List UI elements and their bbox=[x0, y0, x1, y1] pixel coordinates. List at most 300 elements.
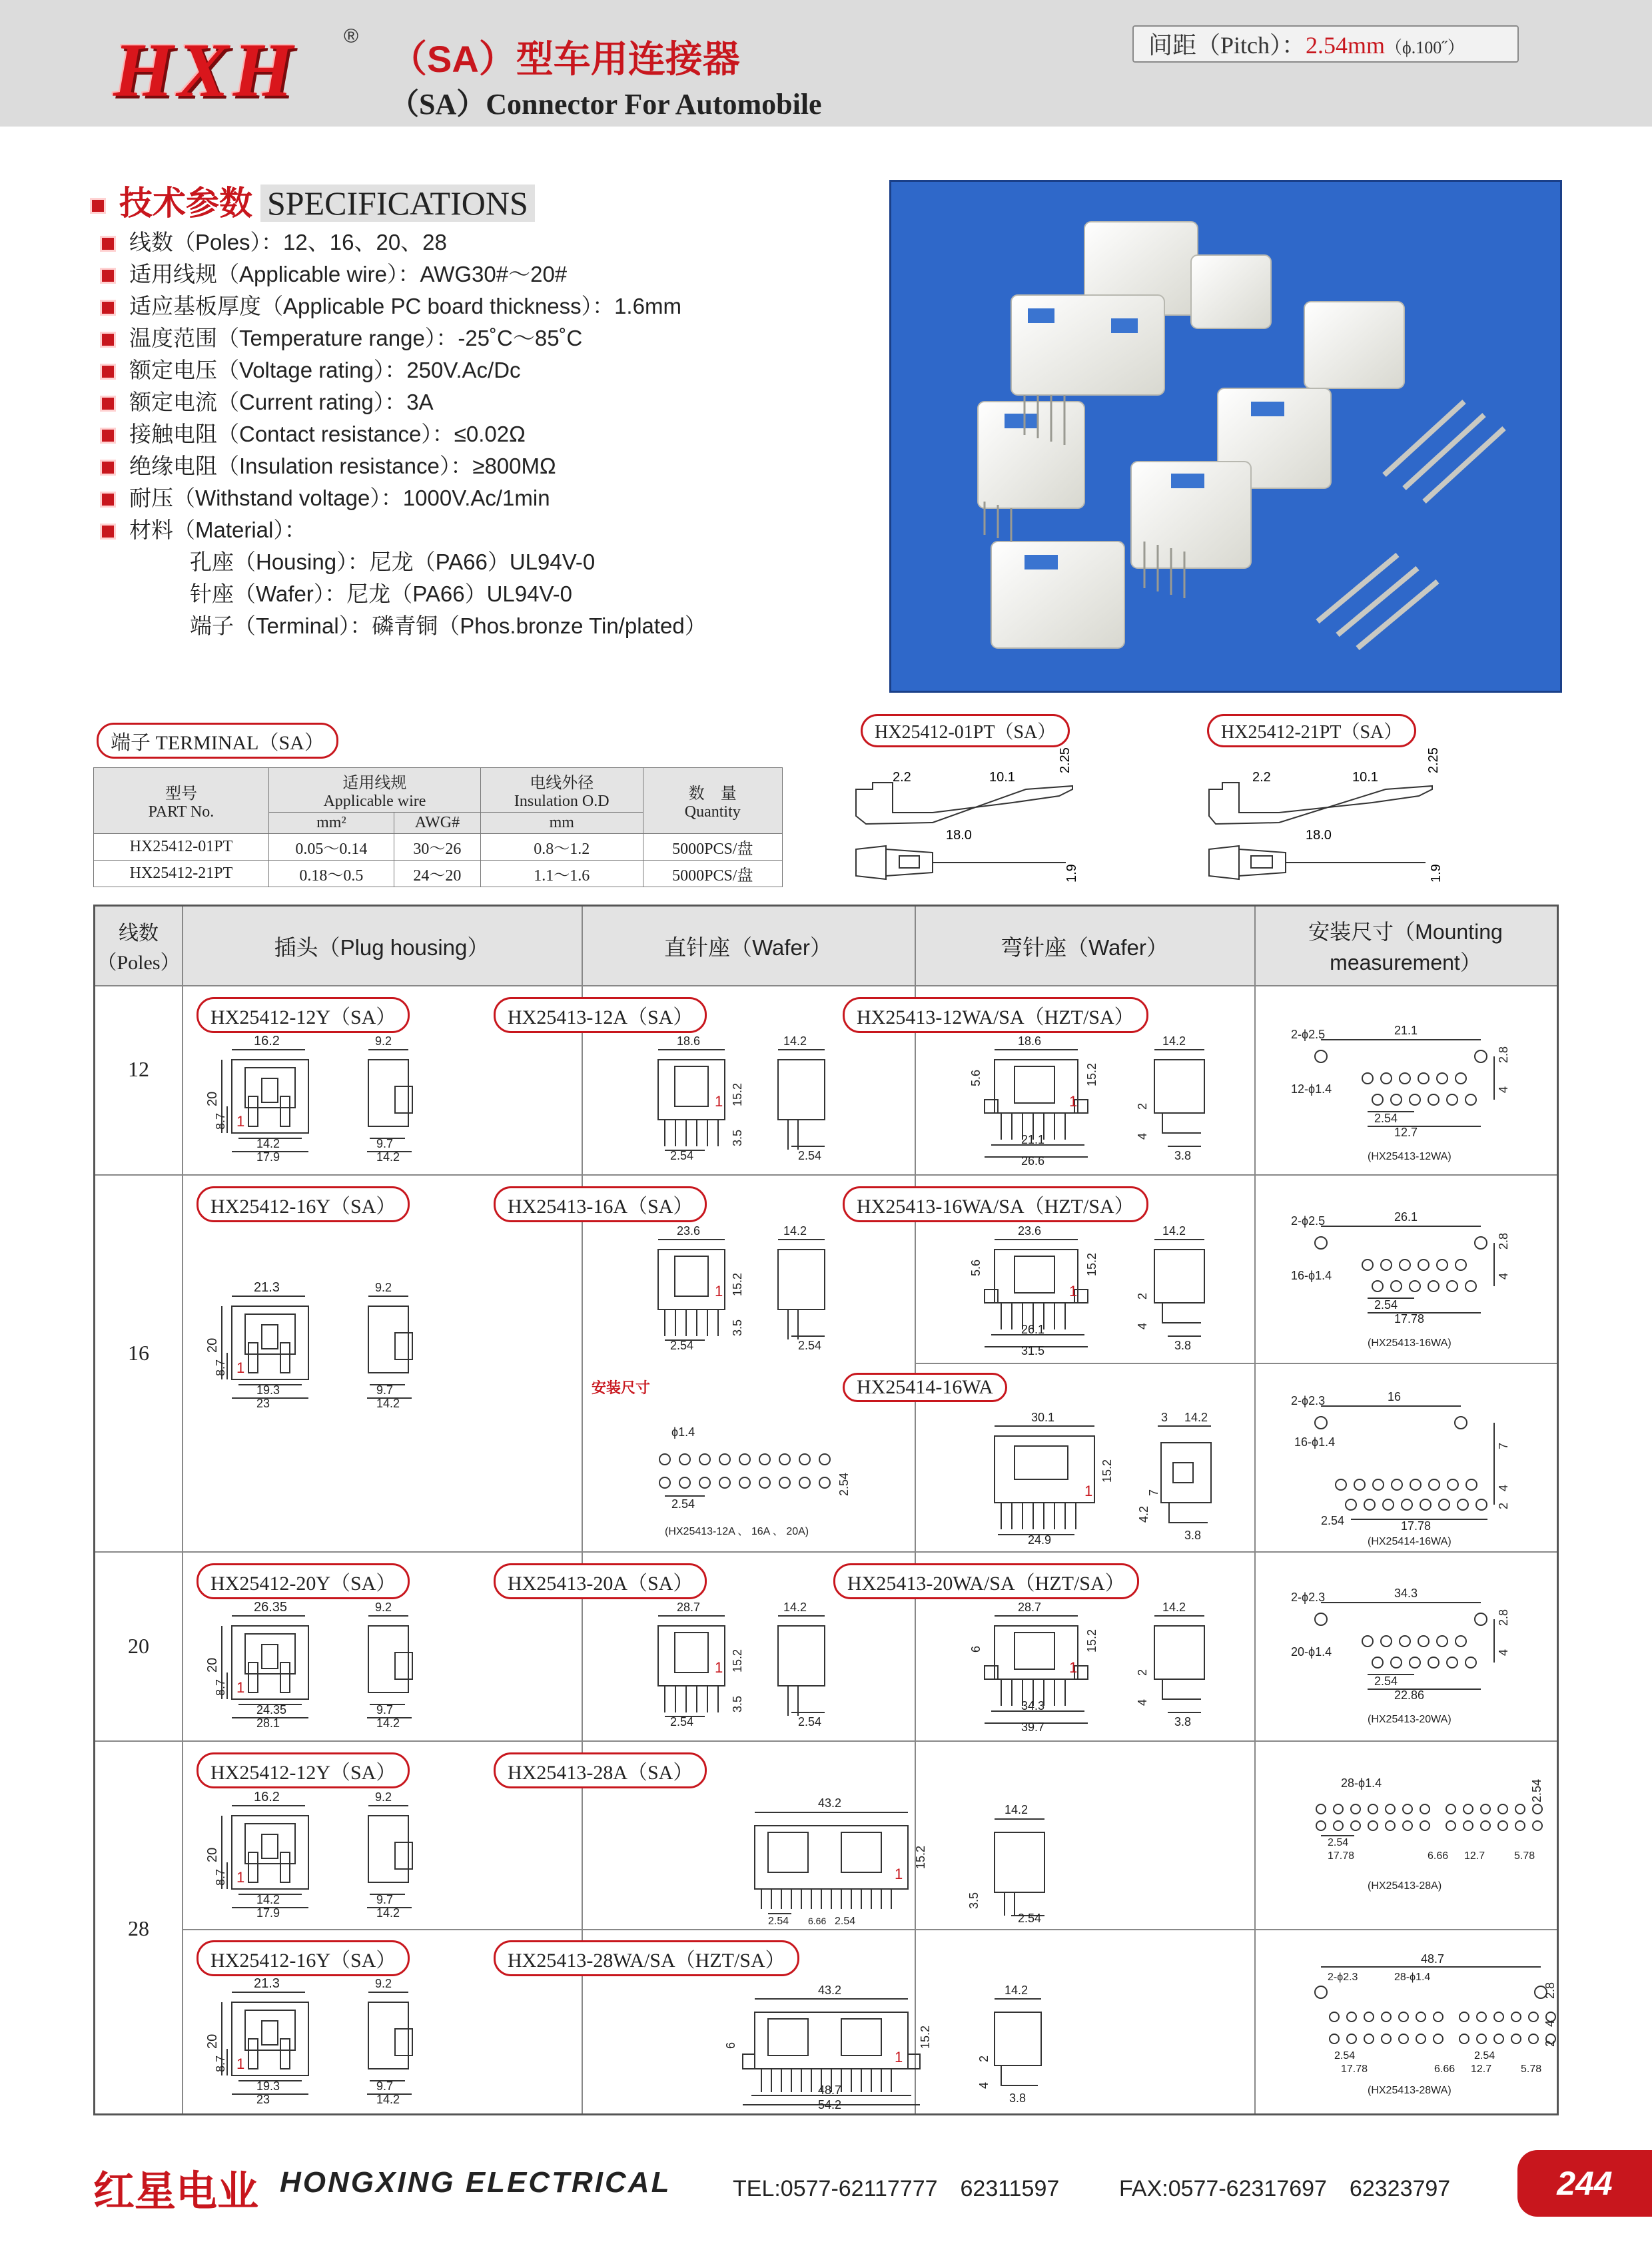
dim-label: 54.2 bbox=[818, 2098, 842, 2111]
drawing-outline bbox=[1015, 1446, 1068, 1479]
drawing-outline bbox=[368, 1306, 408, 1373]
hole-mark bbox=[799, 1454, 810, 1465]
hole-mark bbox=[1475, 1237, 1487, 1249]
drawing-outline bbox=[778, 1250, 825, 1309]
dim-label: 4 bbox=[1136, 1132, 1149, 1140]
hole-mark bbox=[1463, 1804, 1473, 1814]
dim-label: 3.5 bbox=[731, 1129, 744, 1146]
drawing-outline bbox=[395, 2029, 412, 2055]
dim-label: 9.2 bbox=[375, 1601, 392, 1614]
part-tag: HX25413-12WA/SA（HZT/SA） bbox=[843, 997, 1148, 1033]
pin-one-mark: 1 bbox=[715, 1659, 723, 1676]
hole-mark bbox=[1402, 1499, 1412, 1510]
part-tag: HX25413-28A（SA） bbox=[494, 1752, 707, 1788]
material-item: 针座（Wafer）：尼龙（PA66）UL94V-0 bbox=[190, 581, 572, 606]
dim-text: 2.25 bbox=[1426, 747, 1441, 773]
header-straight: 直针座（Wafer） bbox=[664, 934, 832, 960]
dim-label: 7 bbox=[1147, 1489, 1160, 1496]
dim-label: 4 bbox=[977, 2081, 991, 2089]
hole-mark bbox=[1459, 2034, 1469, 2044]
hole-mark bbox=[1392, 1479, 1402, 1490]
straight-wafer-drawing-20 bbox=[592, 1599, 905, 1732]
part-tag: HX25414-16WA bbox=[843, 1373, 1007, 1402]
drawing-outline bbox=[280, 1852, 290, 1882]
hole-mark bbox=[759, 1477, 770, 1488]
dim-label: 2.8 bbox=[1497, 1046, 1510, 1063]
divider bbox=[582, 1929, 1557, 1930]
spec-heading bbox=[90, 177, 535, 224]
hole-mark bbox=[1381, 1636, 1392, 1647]
pin-one-mark: 1 bbox=[236, 1113, 245, 1130]
bent-wafer-drawing-16b bbox=[921, 1409, 1248, 1546]
dim-label: 2.54 bbox=[837, 1472, 851, 1496]
divider bbox=[95, 1174, 1557, 1176]
dim-label: 17.9 bbox=[256, 1906, 280, 1920]
dim-label: 17.78 bbox=[1341, 2063, 1368, 2075]
hole-mark bbox=[1420, 1499, 1431, 1510]
hole-mark bbox=[1463, 1821, 1473, 1830]
hole-mark bbox=[1428, 1281, 1439, 1292]
hole-mark bbox=[1447, 1094, 1457, 1105]
hole-mark bbox=[1347, 2012, 1356, 2022]
part-tag: HX25412-12Y（SA） bbox=[197, 997, 410, 1033]
drawing-outline bbox=[395, 1086, 412, 1113]
hole-mark bbox=[739, 1454, 750, 1465]
drawing-outline bbox=[248, 1852, 258, 1882]
dim-label: 9.7 bbox=[376, 1383, 394, 1397]
hole-mark bbox=[1437, 1260, 1447, 1270]
mount-drawing-12 bbox=[1261, 1000, 1554, 1170]
drawing-outline bbox=[262, 2021, 278, 2045]
dim-label: 14.2 bbox=[1005, 1984, 1029, 1997]
hole-mark bbox=[1459, 2012, 1469, 2022]
pin-one-mark: 1 bbox=[715, 1283, 723, 1300]
dim-label: 2.54 bbox=[1328, 1837, 1349, 1848]
hole-mark bbox=[1347, 2034, 1356, 2044]
dim-label: 9.2 bbox=[375, 1281, 392, 1294]
drawing-outline bbox=[675, 1256, 708, 1296]
drawing-outline bbox=[768, 1832, 808, 1872]
dim-label: 20 bbox=[205, 1337, 220, 1353]
brand-logo: HXH bbox=[113, 28, 297, 113]
hole-mark bbox=[699, 1477, 710, 1488]
hole-mark bbox=[1364, 2034, 1374, 2044]
dim-label: 14.2 bbox=[1162, 1034, 1186, 1048]
dim-label: 12-ϕ1.4 bbox=[1291, 1082, 1332, 1096]
dim-label: 5.78 bbox=[1514, 1850, 1535, 1862]
dim-label: 3 bbox=[1161, 1411, 1168, 1424]
hole-mark bbox=[1391, 1281, 1402, 1292]
spec-item: 温度范围（Temperature range）：-25˚C～85˚C bbox=[100, 322, 707, 354]
mount-drawing-28b bbox=[1261, 1940, 1557, 2110]
hole-mark bbox=[1354, 1479, 1365, 1490]
dim-label: 28-ϕ1.4 bbox=[1341, 1776, 1382, 1790]
drawing-outline bbox=[395, 1842, 412, 1869]
straight-wafer-drawing-28 bbox=[668, 1786, 1241, 1927]
dim-label: 2 bbox=[1136, 1669, 1149, 1676]
dim-label: 2.54 bbox=[1374, 1112, 1398, 1125]
hole-mark bbox=[1315, 1050, 1327, 1062]
hole-mark bbox=[1511, 2012, 1521, 2022]
hole-mark bbox=[1391, 1657, 1402, 1668]
dim-label: 43.2 bbox=[818, 1984, 842, 1997]
poles-16: 16 bbox=[128, 1341, 149, 1365]
dim-label: 14.2 bbox=[376, 1906, 400, 1920]
dim-label: 8.7 bbox=[214, 2055, 227, 2072]
bullet-icon bbox=[100, 300, 116, 316]
dim-label: (HX25413-28A) bbox=[1368, 1880, 1442, 1892]
dim-label: 2.54 bbox=[798, 1149, 822, 1162]
dim-label: 2.54 bbox=[835, 1916, 856, 1927]
hole-mark bbox=[1372, 1657, 1383, 1668]
dim-label: 16.2 bbox=[254, 1790, 280, 1804]
terminal-21pt-drawing bbox=[1199, 749, 1452, 896]
dim-label: 4 bbox=[1497, 1086, 1510, 1093]
dim-label: 15.2 bbox=[731, 1272, 744, 1296]
drawing-outline bbox=[743, 2054, 755, 2069]
hole-mark bbox=[1368, 1804, 1378, 1814]
table-row: HX25412-01PT 0.05～0.14 30～26 0.8～1.2 5000PCS/盘 bbox=[94, 834, 783, 861]
hole-mark bbox=[1400, 1073, 1410, 1084]
spec-item: 材料（Material）： bbox=[100, 514, 707, 546]
dim-label: 2 bbox=[977, 2055, 991, 2062]
part-tag: HX25412-16Y（SA） bbox=[197, 1186, 410, 1222]
divider bbox=[95, 985, 1557, 986]
drawing-outline bbox=[1154, 1250, 1204, 1303]
dim-label: 31.5 bbox=[1021, 1344, 1045, 1357]
dim-label: 15.2 bbox=[1085, 1252, 1098, 1276]
dim-label: 17.9 bbox=[256, 1150, 280, 1164]
hole-mark bbox=[1362, 1073, 1373, 1084]
dim-text: 10.1 bbox=[989, 770, 1015, 785]
hole-mark bbox=[1334, 1804, 1343, 1814]
drawing-outline bbox=[1154, 1060, 1204, 1113]
drawing-outline bbox=[280, 1096, 290, 1126]
dim-label: 6 bbox=[969, 1645, 983, 1653]
dim-label: 4 bbox=[1543, 2020, 1557, 2027]
hole-mark bbox=[1399, 2012, 1408, 2022]
dim-label: 3.8 bbox=[1174, 1149, 1192, 1162]
drawing-outline bbox=[658, 1060, 725, 1120]
dim-label: 14.2 bbox=[783, 1034, 807, 1048]
hole-mark bbox=[1315, 1237, 1327, 1249]
dim-label: 3.8 bbox=[1009, 2091, 1027, 2105]
dim-label: 14.2 bbox=[783, 1601, 807, 1614]
hole-mark bbox=[1381, 1260, 1392, 1270]
col-qty: 数 量 Quantity bbox=[643, 768, 782, 834]
pin-one-mark: 1 bbox=[236, 1359, 245, 1376]
dim-label: 15.2 bbox=[919, 2025, 932, 2049]
drawing-outline bbox=[280, 1343, 290, 1373]
dim-label: 23.6 bbox=[1018, 1224, 1042, 1238]
hole-mark bbox=[1420, 1804, 1430, 1814]
dim-label: 18.6 bbox=[677, 1034, 701, 1048]
hole-mark bbox=[1494, 2034, 1503, 2044]
hole-mark bbox=[819, 1454, 830, 1465]
dim-label: 20 bbox=[205, 2034, 220, 2049]
dim-label: 2 bbox=[1136, 1292, 1149, 1300]
hole-mark bbox=[1372, 1281, 1383, 1292]
dim-label: 15.2 bbox=[731, 1082, 744, 1106]
dim-label: 20-ϕ1.4 bbox=[1291, 1645, 1332, 1659]
bullet-icon bbox=[100, 460, 116, 476]
part-tag: HX25412-20Y（SA） bbox=[197, 1563, 410, 1599]
hole-mark bbox=[1410, 1281, 1420, 1292]
dim-label: 14.2 bbox=[1162, 1224, 1186, 1238]
dim-label: 2.54 bbox=[670, 1339, 694, 1352]
bent-wafer-drawing-12 bbox=[921, 1033, 1248, 1166]
hole-mark bbox=[1465, 1094, 1476, 1105]
install-note: 安装尺寸 bbox=[592, 1379, 651, 1396]
hole-mark bbox=[679, 1477, 690, 1488]
plug-drawing-16 bbox=[195, 1280, 568, 1413]
dim-label: 20 bbox=[205, 1091, 220, 1106]
drawing-outline bbox=[908, 2054, 920, 2069]
part-tag: HX25413-16A（SA） bbox=[494, 1186, 707, 1222]
drawing-outline bbox=[778, 1060, 825, 1120]
hole-mark bbox=[1315, 1613, 1327, 1625]
spec-item: 额定电压（Voltage rating）：250V.Ac/Dc bbox=[100, 354, 707, 386]
poles-20: 20 bbox=[128, 1634, 149, 1658]
dim-label: (HX25413-16WA) bbox=[1368, 1337, 1451, 1349]
part-tag: HX25413-28WA/SA（HZT/SA） bbox=[494, 1940, 799, 1976]
pin-one-mark: 1 bbox=[236, 1869, 245, 1886]
dim-label: (HX25414-16WA) bbox=[1368, 1536, 1451, 1547]
dim-text: 1.9 bbox=[1064, 864, 1079, 883]
hole-mark bbox=[1316, 1821, 1326, 1830]
dim-label: 8.7 bbox=[214, 1359, 227, 1376]
hole-mark bbox=[1372, 1094, 1383, 1105]
dim-label: 14.2 bbox=[256, 1893, 280, 1906]
dim-label: 2.54 bbox=[671, 1497, 695, 1511]
drawing-outline bbox=[995, 1626, 1078, 1679]
dim-label: 26.1 bbox=[1021, 1323, 1045, 1336]
dim-label: 2.54 bbox=[1018, 1912, 1042, 1925]
dim-label: 2-ϕ2.3 bbox=[1291, 1394, 1326, 1407]
dim-label: 8.7 bbox=[214, 1679, 227, 1696]
drawing-outline bbox=[755, 1826, 908, 1889]
pin-bend bbox=[1162, 1113, 1201, 1133]
drawing-outline bbox=[1015, 1256, 1054, 1293]
hole-mark bbox=[699, 1454, 710, 1465]
hole-mark bbox=[1455, 1073, 1466, 1084]
hole-mark bbox=[1351, 1821, 1360, 1830]
hole-mark bbox=[1330, 2034, 1339, 2044]
hole-mark bbox=[1386, 1821, 1395, 1830]
col-wire: 适用线规 Applicable wire bbox=[268, 768, 480, 813]
hole-mark bbox=[1400, 1260, 1410, 1270]
dim-label: 3.8 bbox=[1174, 1339, 1192, 1352]
divider bbox=[95, 1740, 1557, 1742]
dim-label: 15.2 bbox=[1085, 1062, 1098, 1086]
dim-label: 9.7 bbox=[376, 1893, 394, 1906]
col-od: 电线外径 Insulation O.D bbox=[480, 768, 643, 813]
hole-mark bbox=[1418, 1636, 1429, 1647]
dim-label: 4 bbox=[1497, 1272, 1510, 1280]
dim-label: 6.66 bbox=[1434, 2063, 1455, 2075]
spec-item: 适应基板厚度（Applicable PC board thickness）：1.6mm bbox=[100, 290, 707, 322]
dim-label: 2.8 bbox=[1497, 1609, 1510, 1626]
dim-label: 14.2 bbox=[376, 1150, 400, 1164]
dim-label: 22.86 bbox=[1394, 1688, 1425, 1702]
dim-label: 4 bbox=[1497, 1484, 1510, 1491]
dim-label: 2-ϕ2.5 bbox=[1291, 1214, 1326, 1228]
pitch-inch: （ϕ.100˝） bbox=[1385, 38, 1465, 57]
hole-mark bbox=[1373, 1479, 1384, 1490]
dim-label: 8.7 bbox=[214, 1112, 227, 1130]
dim-label: 6.66 bbox=[808, 1916, 827, 1926]
divider bbox=[1254, 907, 1256, 2113]
pin-bend bbox=[1169, 1503, 1208, 1523]
hole-mark bbox=[1382, 2034, 1391, 2044]
bullet-icon bbox=[100, 364, 116, 380]
bent-wafer-drawing-16 bbox=[921, 1223, 1248, 1359]
spec-item: 接触电阻（Contact resistance）：≤0.02Ω bbox=[100, 418, 707, 450]
dim-label: 15.2 bbox=[731, 1649, 744, 1673]
hole-mark bbox=[1437, 1636, 1447, 1647]
dim-label: 5.6 bbox=[969, 1069, 983, 1086]
dim-label: 34.3 bbox=[1021, 1699, 1045, 1712]
hole-mark bbox=[1455, 1417, 1467, 1429]
hole-mark bbox=[1447, 1657, 1457, 1668]
dim-label: 6 bbox=[724, 2042, 737, 2049]
hole-mark bbox=[1315, 1417, 1327, 1429]
dim-label: 28.7 bbox=[1018, 1601, 1042, 1614]
dim-text: 10.1 bbox=[1352, 770, 1378, 785]
hole-mark bbox=[1533, 1821, 1542, 1830]
pin-one-mark: 1 bbox=[1069, 1283, 1078, 1300]
dim-label: 17.78 bbox=[1394, 1312, 1425, 1325]
hole-mark bbox=[1447, 1479, 1458, 1490]
registered-mark: ® bbox=[344, 25, 359, 47]
product-photo bbox=[889, 180, 1562, 693]
drawing-outline bbox=[768, 2019, 808, 2055]
dim-label: 17.78 bbox=[1328, 1850, 1355, 1862]
hole-mark bbox=[1334, 1821, 1343, 1830]
dim-label: (HX25413-28WA) bbox=[1368, 2085, 1451, 2096]
pin-one-mark: 1 bbox=[1084, 1483, 1093, 1499]
hole-mark bbox=[1481, 1804, 1490, 1814]
hole-mark bbox=[1399, 2034, 1408, 2044]
drawing-outline bbox=[262, 1325, 278, 1349]
drawing-outline bbox=[248, 1096, 258, 1126]
drawing-outline bbox=[675, 1066, 708, 1106]
dim-label: 21.1 bbox=[1021, 1133, 1045, 1146]
hole-mark bbox=[1410, 1094, 1420, 1105]
drawing-outline bbox=[280, 1663, 290, 1692]
hole-mark bbox=[1477, 2012, 1486, 2022]
hole-mark bbox=[1316, 1804, 1326, 1814]
install-drawing bbox=[592, 1396, 905, 1546]
dim-label: 16-ϕ1.4 bbox=[1294, 1435, 1336, 1449]
pin-one-mark: 1 bbox=[895, 2049, 903, 2065]
drawing-outline bbox=[995, 2012, 1041, 2065]
dim-label: 14.2 bbox=[1162, 1601, 1186, 1614]
header-poles: 线数 （Poles） bbox=[97, 923, 181, 974]
heading-bullet-icon bbox=[90, 198, 106, 214]
spec-list bbox=[100, 226, 707, 642]
spec-item: 适用线规（Applicable wire）：AWG30#～20# bbox=[100, 258, 707, 290]
hole-mark bbox=[819, 1477, 830, 1488]
hole-mark bbox=[1410, 1479, 1421, 1490]
hole-mark bbox=[1382, 2012, 1391, 2022]
dim-label: 12.7 bbox=[1464, 1850, 1485, 1862]
table-row: HX25412-21PT 0.18～0.5 24～20 1.1～1.6 5000PCS/盘 bbox=[94, 861, 783, 887]
terminal-drawing-tag: HX25412-01PT（SA） bbox=[861, 714, 1070, 747]
hole-mark bbox=[1418, 1260, 1429, 1270]
dim-label: 2-ϕ2.3 bbox=[1328, 1972, 1358, 1983]
dim-label: 7 bbox=[1497, 1442, 1510, 1449]
pin-one-mark: 1 bbox=[715, 1093, 723, 1110]
straight-wafer-drawing-12 bbox=[592, 1033, 905, 1166]
hole-mark bbox=[1465, 1657, 1476, 1668]
dim-label: 9.2 bbox=[375, 1790, 392, 1804]
hole-mark bbox=[1475, 1613, 1487, 1625]
pitch-value: 2.54mm bbox=[1306, 32, 1386, 59]
hole-mark bbox=[1481, 1821, 1490, 1830]
bullet-icon bbox=[100, 396, 116, 412]
hole-mark bbox=[659, 1477, 670, 1488]
part-tag: HX25413-20A（SA） bbox=[494, 1563, 707, 1599]
dim-label: 21.1 bbox=[1394, 1024, 1418, 1037]
dim-label: 34.3 bbox=[1394, 1587, 1418, 1600]
terminal-drawing-tag: HX25412-21PT（SA） bbox=[1207, 714, 1416, 747]
hole-mark bbox=[1446, 1821, 1455, 1830]
hole-mark bbox=[1465, 1281, 1476, 1292]
divider bbox=[582, 907, 583, 2113]
hole-mark bbox=[1439, 1499, 1449, 1510]
poles-12: 12 bbox=[128, 1057, 149, 1081]
hole-mark bbox=[1466, 1479, 1477, 1490]
drawing-outline bbox=[1154, 1626, 1204, 1679]
pin-bend bbox=[1162, 1303, 1201, 1323]
mount-drawing-20 bbox=[1261, 1563, 1554, 1737]
drawing-outline bbox=[368, 2002, 408, 2069]
hole-mark bbox=[1477, 2034, 1486, 2044]
plug-drawing-20 bbox=[195, 1599, 568, 1732]
hole-mark bbox=[1529, 2034, 1538, 2044]
dim-label: 9.7 bbox=[376, 1703, 394, 1716]
dim-label: 5.78 bbox=[1521, 2063, 1542, 2075]
page-number: 244 bbox=[1517, 2150, 1652, 2217]
part-tag: HX25413-16WA/SA（HZT/SA） bbox=[843, 1186, 1148, 1222]
plug-drawing-12 bbox=[195, 1033, 568, 1166]
part-tag: HX25413-20WA/SA（HZT/SA） bbox=[833, 1563, 1139, 1599]
dim-label: (HX25413-12A 、 16A 、 20A) bbox=[665, 1526, 809, 1537]
hole-mark bbox=[799, 1477, 810, 1488]
bullet-icon bbox=[100, 332, 116, 348]
part-tag: HX25412-12Y（SA） bbox=[197, 1752, 410, 1788]
divider bbox=[182, 1929, 582, 1930]
hole-mark bbox=[779, 1454, 790, 1465]
dim-text: 2.2 bbox=[893, 770, 911, 785]
divider bbox=[915, 1363, 1557, 1364]
hole-mark bbox=[1498, 1821, 1507, 1830]
dim-label: 6.66 bbox=[1428, 1850, 1449, 1862]
hole-mark bbox=[779, 1477, 790, 1488]
bullet-icon bbox=[100, 236, 116, 252]
hole-mark bbox=[1391, 1094, 1402, 1105]
hole-mark bbox=[1383, 1499, 1394, 1510]
hole-mark bbox=[1429, 1479, 1440, 1490]
dim-label: 2.8 bbox=[1497, 1232, 1510, 1250]
straight-wafer-drawing-16 bbox=[592, 1223, 905, 1356]
divider bbox=[182, 907, 183, 2113]
dim-label: 26.35 bbox=[254, 1600, 288, 1615]
part-tag: HX25413-12A（SA） bbox=[494, 997, 707, 1033]
dim-label: 24.35 bbox=[256, 1703, 287, 1716]
pin-one-mark: 1 bbox=[1069, 1659, 1078, 1676]
